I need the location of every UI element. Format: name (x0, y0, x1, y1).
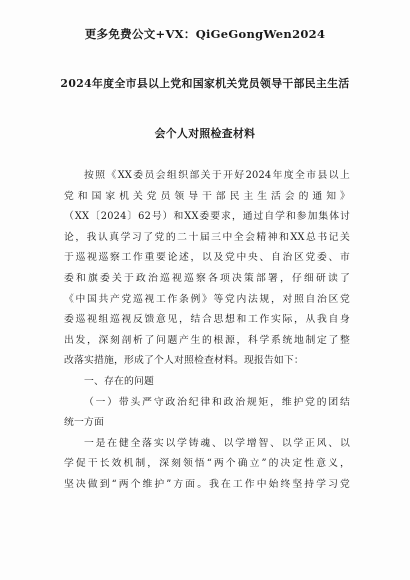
document-title-line-1: 2024年度全市县以上党和国家机关党员领导干部民主生活 (60, 77, 350, 90)
body-line: 一是在健全落实以学铸魂、以学增智、以学正风、以 (84, 437, 350, 449)
subsection-heading: （一）带头严守政治纪律和政治规矩，维护党的团结 (84, 396, 350, 408)
document-body (64, 166, 350, 496)
promo-header-note: 更多免费公文+VX：QiGeGongWen2024 (84, 27, 326, 41)
body-line: 论，我认真学习了党的二十届三中全会精神和XX总书记关 (64, 231, 350, 243)
subsection-heading-cont: 统一方面 (64, 417, 104, 429)
body-line: 按照《XX委员会组织部关于开好2024年度全市县以上 (84, 170, 350, 181)
body-line: 坚决做到“两个维护”方面。我在工作中始终坚持学习党 (64, 478, 350, 490)
body-line: 学促干长效机制，深刻领悟“两个确立”的决定性意义， (64, 458, 350, 470)
body-line: （XX〔2024〕62号）和XX委要求，通过自学和参加集体讨 (64, 211, 350, 223)
section-heading: 一、存在的问题 (84, 375, 154, 387)
body-line: 委和旗委关于政治巡视巡察各项决策部署，仔细研读了 (64, 272, 350, 284)
body-line: 《中国共产党巡视工作条例》等党内法规，对照自治区党 (64, 293, 350, 305)
body-line: 改落实措施，形成了个人对照检查材料。现报告如下： (64, 355, 304, 367)
document-title-line-2: 会个人对照检查材料 (154, 127, 256, 140)
body-line: 党和国家机关党员领导干部民主生活会的通知》 (64, 190, 350, 202)
body-line: 委巡视组巡视反馈意见，结合思想和工作实际，从我自身 (64, 314, 350, 326)
body-line: 出发，深刻剖析了问题产生的根源，科学系统地制定了整 (64, 334, 350, 346)
body-line: 于巡视巡察工作重要论述，以及党中央、自治区党委、市 (64, 252, 350, 264)
